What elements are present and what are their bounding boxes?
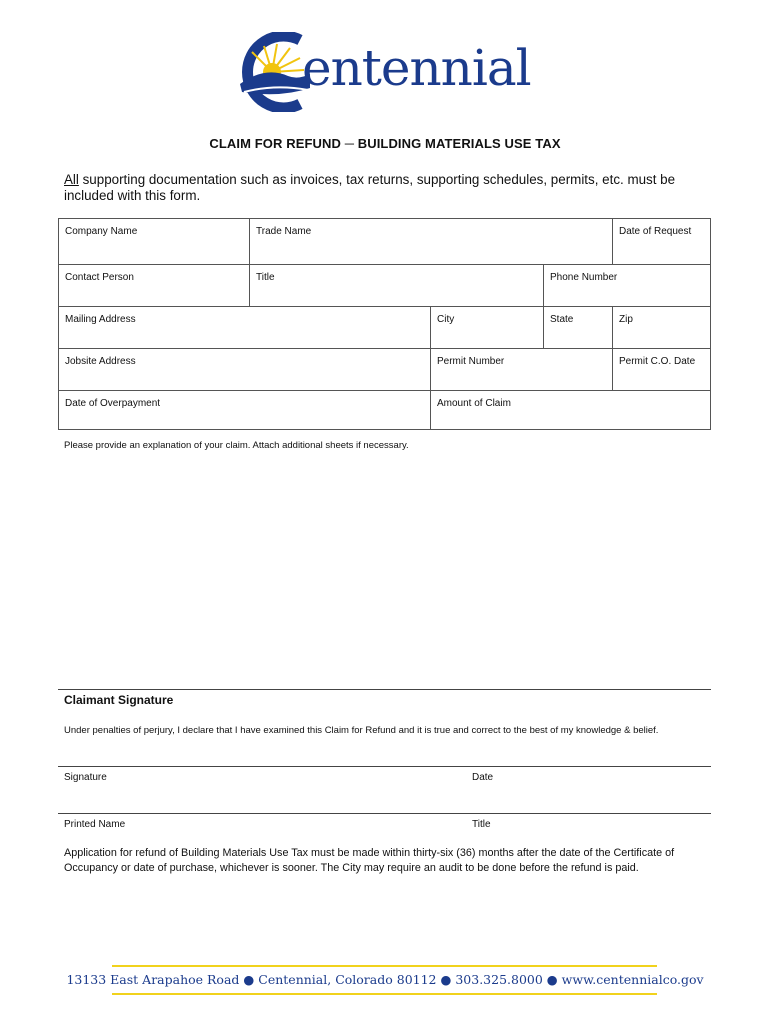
printed-name-label: Printed Name	[64, 819, 126, 830]
phone-number-field[interactable]	[544, 265, 710, 307]
date-label: Date	[472, 772, 494, 783]
permit-co-date-field[interactable]	[613, 349, 710, 391]
intro-underlined: All	[64, 172, 79, 187]
footer-bottom-rule	[112, 993, 657, 995]
zip-label: Zip	[619, 314, 633, 325]
jobsite-address-label: Jobsite Address	[65, 356, 136, 367]
permit-co-date-label: Permit C.O. Date	[619, 356, 696, 367]
footer-top-rule	[112, 965, 657, 967]
explanation-area[interactable]	[58, 456, 711, 686]
company-name-field[interactable]	[59, 219, 250, 265]
perjury-statement: Under penalties of perjury, I declare that I have examined this Claim for Refund and it is true and correct to the best of my knowledge & belief.	[64, 725, 659, 736]
zip-field[interactable]	[613, 307, 710, 349]
company-name-label: Company Name	[65, 226, 138, 237]
claimant-signature-heading: Claimant Signature	[64, 693, 174, 707]
state-label: State	[550, 314, 574, 325]
amount-of-claim-label: Amount of Claim	[437, 398, 511, 409]
date-of-overpayment-field[interactable]	[59, 391, 431, 429]
jobsite-address-field[interactable]	[59, 349, 431, 391]
date-of-request-label: Date of Request	[619, 226, 692, 237]
intro-text	[64, 172, 716, 204]
date-of-request-field[interactable]	[613, 219, 710, 265]
trade-name-field[interactable]	[250, 219, 613, 265]
claim-form-grid	[58, 218, 711, 430]
city-field[interactable]	[431, 307, 544, 349]
footer-address: 13133 East Arapahoe Road ● Centennial, Colorado 80112 ● 303.325.8000 ● www.centennialco.gov	[66, 972, 704, 987]
date-of-overpayment-label: Date of Overpayment	[65, 398, 161, 409]
signer-title-label: Title	[472, 819, 491, 830]
form-title: CLAIM FOR REFUND ─ BUILDING MATERIALS USE TAX	[209, 136, 561, 151]
title-field[interactable]	[250, 265, 544, 307]
mailing-address-field[interactable]	[59, 307, 431, 349]
amount-of-claim-field[interactable]	[431, 391, 710, 429]
logo-wordmark: entennial	[302, 39, 531, 97]
contact-person-label: Contact Person	[65, 272, 134, 283]
permit-number-label: Permit Number	[437, 356, 505, 367]
permit-number-field[interactable]	[431, 349, 613, 391]
signature-line[interactable]	[58, 766, 711, 767]
trade-name-label: Trade Name	[256, 226, 312, 237]
signature-section-divider	[58, 689, 711, 690]
printed-name-line[interactable]	[58, 813, 711, 814]
signature-label: Signature	[64, 772, 107, 783]
phone-number-label: Phone Number	[550, 272, 618, 283]
mailing-address-label: Mailing Address	[65, 314, 136, 325]
contact-person-field[interactable]	[59, 265, 250, 307]
state-field[interactable]	[544, 307, 613, 349]
explanation-prompt: Please provide an explanation of your claim. Attach additional sheets if necessary.	[64, 440, 409, 451]
centennial-logo	[230, 32, 540, 112]
intro-rest: supporting documentation such as invoices, tax returns, supporting schedules, permits, etc. must be included with this form.	[64, 172, 676, 203]
title-label: Title	[256, 272, 275, 283]
city-label: City	[437, 314, 455, 325]
refund-deadline-note: Application for refund of Building Materials Use Tax must be made within thirty-six (36) months after the date of the Certificate of Occupancy or date of purchase, whichever is sooner. The City may require an audit to be done before the refund is paid.	[64, 847, 675, 874]
